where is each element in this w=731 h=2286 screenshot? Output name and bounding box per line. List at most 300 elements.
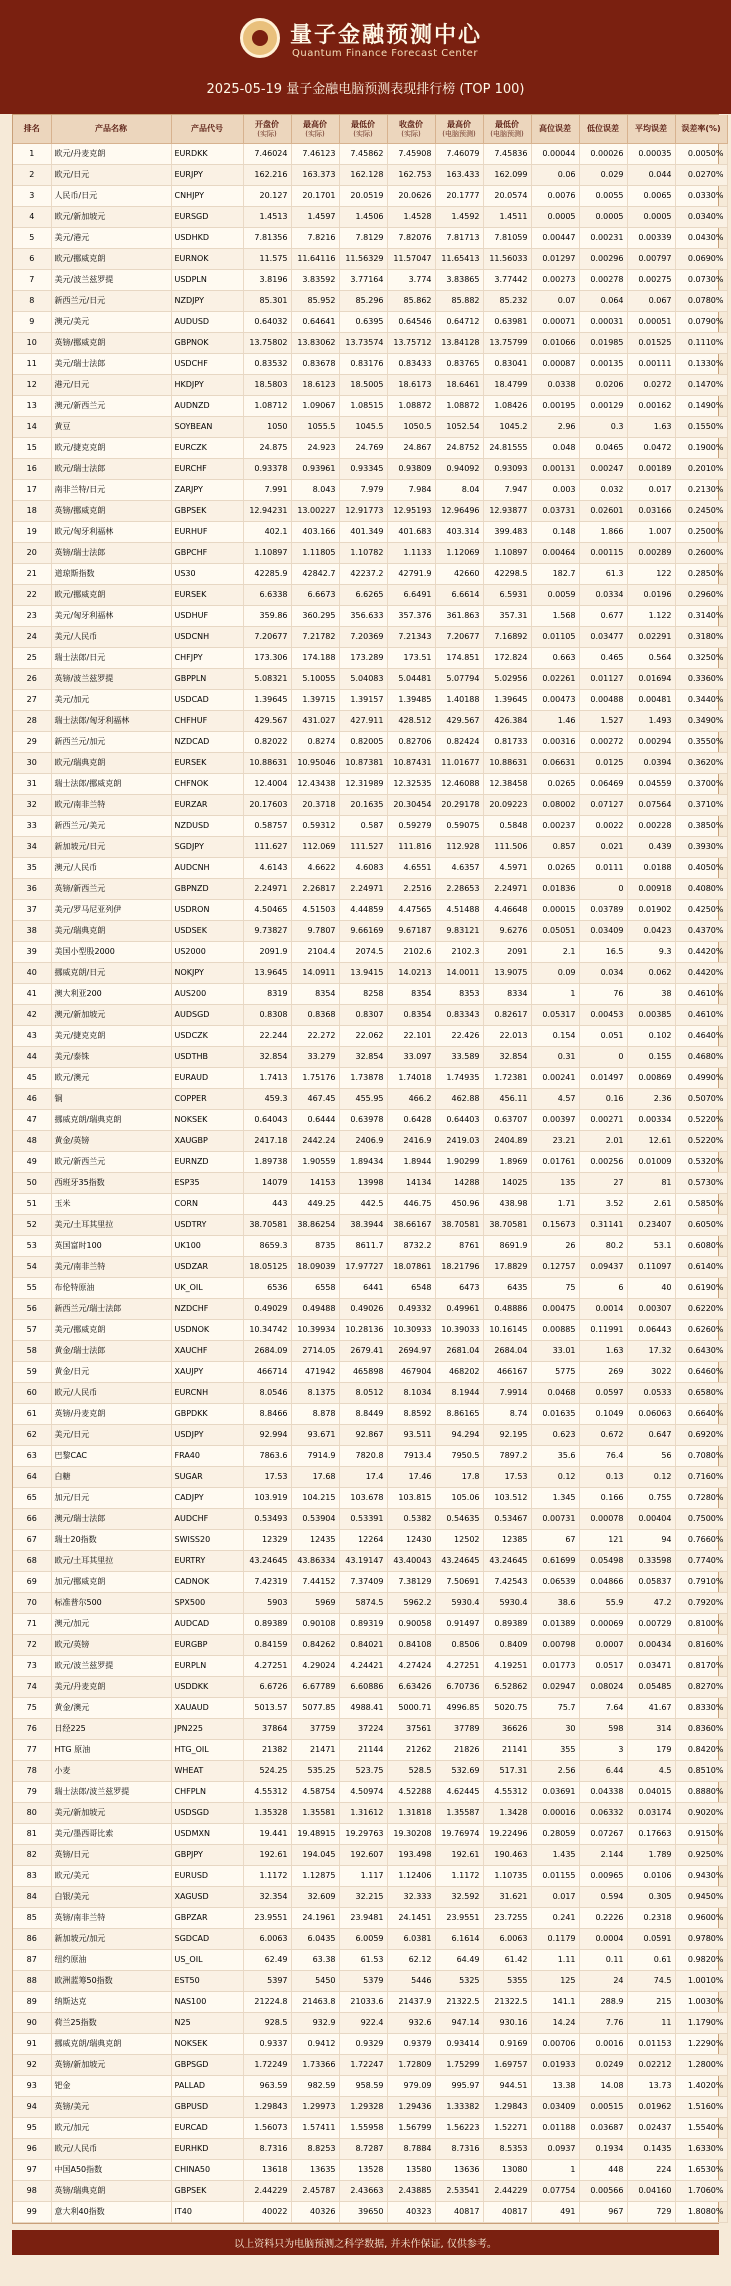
cell-flow: 1.39645 [483, 690, 531, 711]
table-row [13, 1530, 727, 1551]
cell-high: 0.93961 [291, 459, 339, 480]
cell-name: 澳元/美元 [51, 312, 171, 333]
cell-name: 道琼斯指数 [51, 564, 171, 585]
cell-lerr: 0.03687 [579, 2118, 627, 2139]
cell-close: 10.87431 [387, 753, 435, 774]
cell-aerr: 2.36 [627, 1089, 675, 1110]
cell-open: 13618 [243, 2160, 291, 2181]
cell-herr: 0.0338 [531, 375, 579, 396]
cell-herr: 0.05317 [531, 1005, 579, 1026]
cell-pct: 0.6640% [675, 1404, 727, 1425]
cell-name: 美元/瑞士法郎 [51, 354, 171, 375]
cell-code: EURTRY [171, 1551, 243, 1572]
cell-aerr: 0.33598 [627, 1551, 675, 1572]
cell-close: 40323 [387, 2202, 435, 2223]
cell-high: 1.11805 [291, 543, 339, 564]
cell-lerr: 80.2 [579, 1236, 627, 1257]
cell-herr: 0.00131 [531, 459, 579, 480]
table-row [13, 1194, 727, 1215]
cell-code: NZDCAD [171, 732, 243, 753]
cell-low: 10.87381 [339, 753, 387, 774]
cell-rank: 48 [13, 1131, 51, 1152]
cell-herr: 1 [531, 984, 579, 1005]
cell-code: AUDUSD [171, 312, 243, 333]
cell-high: 1.4597 [291, 207, 339, 228]
cell-code: EURPLN [171, 1656, 243, 1677]
table-row [13, 627, 727, 648]
table-row [13, 1971, 727, 1992]
cell-flow: 7.947 [483, 480, 531, 501]
cell-pct: 0.4610% [675, 984, 727, 1005]
cell-pct: 0.6580% [675, 1383, 727, 1404]
cell-rank: 41 [13, 984, 51, 1005]
cell-lerr: 0.03789 [579, 900, 627, 921]
cell-open: 12.4004 [243, 774, 291, 795]
cell-lerr: 0.051 [579, 1026, 627, 1047]
cell-high: 163.373 [291, 165, 339, 186]
cell-herr: 4.57 [531, 1089, 579, 1110]
cell-pct: 0.0790% [675, 312, 727, 333]
cell-code: EURNOK [171, 249, 243, 270]
cell-close: 401.683 [387, 522, 435, 543]
cell-open: 5903 [243, 1593, 291, 1614]
cell-lerr: 3.52 [579, 1194, 627, 1215]
cell-open: 23.9551 [243, 1908, 291, 1929]
cell-flow: 0.9169 [483, 2034, 531, 2055]
cell-low: 1.10782 [339, 543, 387, 564]
cell-code: CHFJPY [171, 648, 243, 669]
cell-pct: 0.1330% [675, 354, 727, 375]
cell-open: 4.27251 [243, 1656, 291, 1677]
cell-flow: 399.483 [483, 522, 531, 543]
cell-low: 1.4506 [339, 207, 387, 228]
column-header-aerr: 平均误差 [627, 115, 675, 144]
table-row [13, 1782, 727, 1803]
cell-close: 1.08872 [387, 396, 435, 417]
cell-rank: 66 [13, 1509, 51, 1530]
cell-rank: 34 [13, 837, 51, 858]
cell-open: 22.244 [243, 1026, 291, 1047]
cell-name: 欧元/加元 [51, 2118, 171, 2139]
cell-name: 英镑/新加坡元 [51, 2055, 171, 2076]
cell-rank: 28 [13, 711, 51, 732]
cell-close: 14.0213 [387, 963, 435, 984]
cell-low: 162.128 [339, 165, 387, 186]
cell-code: USDTRY [171, 1215, 243, 1236]
cell-herr: 141.1 [531, 1992, 579, 2013]
cell-pct: 0.6050% [675, 1215, 727, 1236]
cell-close: 2416.9 [387, 1131, 435, 1152]
cell-name: 英镑/挪威克朗 [51, 333, 171, 354]
cell-low: 0.83176 [339, 354, 387, 375]
table-row [13, 438, 727, 459]
cell-low: 2406.9 [339, 1131, 387, 1152]
cell-aerr: 81 [627, 1173, 675, 1194]
cell-low: 10.28136 [339, 1320, 387, 1341]
cell-code: USDDKK [171, 1677, 243, 1698]
cell-open: 1.29843 [243, 2097, 291, 2118]
cell-high: 0.9412 [291, 2034, 339, 2055]
cell-fhigh: 43.24645 [435, 1551, 483, 1572]
cell-fhigh: 6.1614 [435, 1929, 483, 1950]
cell-pct: 0.3710% [675, 795, 727, 816]
cell-flow: 7897.2 [483, 1446, 531, 1467]
cell-rank: 8 [13, 291, 51, 312]
cell-flow: 12385 [483, 1530, 531, 1551]
cell-lerr: 0.00271 [579, 1110, 627, 1131]
table-row [13, 333, 727, 354]
cell-aerr: 0.067 [627, 291, 675, 312]
cell-aerr: 0.00869 [627, 1068, 675, 1089]
cell-flow: 61.42 [483, 1950, 531, 1971]
cell-flow: 23.7255 [483, 1908, 531, 1929]
cell-close: 2102.6 [387, 942, 435, 963]
cell-open: 92.994 [243, 1425, 291, 1446]
cell-open: 9.73827 [243, 921, 291, 942]
cell-high: 17.68 [291, 1467, 339, 1488]
cell-flow: 357.31 [483, 606, 531, 627]
cell-aerr: 0.00481 [627, 690, 675, 711]
cell-herr: 125 [531, 1971, 579, 1992]
cell-code: JPN225 [171, 1719, 243, 1740]
cell-close: 13580 [387, 2160, 435, 2181]
cell-aerr: 0.2318 [627, 1908, 675, 1929]
table-row [13, 2139, 727, 2160]
cell-lerr: 0.029 [579, 165, 627, 186]
cell-rank: 32 [13, 795, 51, 816]
cell-fhigh: 14288 [435, 1173, 483, 1194]
cell-fhigh: 40817 [435, 2202, 483, 2223]
cell-high: 3.83592 [291, 270, 339, 291]
cell-code: CADNOK [171, 1572, 243, 1593]
cell-fhigh: 0.93414 [435, 2034, 483, 2055]
cell-name: 美元/波兰兹罗提 [51, 270, 171, 291]
cell-high: 24.1961 [291, 1908, 339, 1929]
cell-lerr: 0.00256 [579, 1152, 627, 1173]
cell-open: 524.25 [243, 1761, 291, 1782]
cell-fhigh: 37789 [435, 1719, 483, 1740]
cell-fhigh: 42660 [435, 564, 483, 585]
cell-rank: 92 [13, 2055, 51, 2076]
cell-name: 欧元/土耳其里拉 [51, 1551, 171, 1572]
cell-high: 13.83062 [291, 333, 339, 354]
header [0, 0, 731, 114]
cell-flow: 7.81059 [483, 228, 531, 249]
cell-flow: 17.53 [483, 1467, 531, 1488]
cell-rank: 58 [13, 1341, 51, 1362]
cell-low: 1.72247 [339, 2055, 387, 2076]
cell-fhigh: 6.6614 [435, 585, 483, 606]
cell-pct: 0.0270% [675, 165, 727, 186]
cell-close: 446.75 [387, 1194, 435, 1215]
cell-flow: 438.98 [483, 1194, 531, 1215]
cell-close: 7.82076 [387, 228, 435, 249]
cell-pct: 0.6460% [675, 1362, 727, 1383]
cell-high: 6.67789 [291, 1677, 339, 1698]
cell-low: 32.215 [339, 1887, 387, 1908]
cell-high: 0.83678 [291, 354, 339, 375]
cell-lerr: 0.00296 [579, 249, 627, 270]
cell-open: 0.64043 [243, 1110, 291, 1131]
cell-flow: 4.55312 [483, 1782, 531, 1803]
cell-close: 4.27424 [387, 1656, 435, 1677]
cell-flow: 466167 [483, 1362, 531, 1383]
cell-open: 6536 [243, 1278, 291, 1299]
cell-close: 0.84108 [387, 1635, 435, 1656]
cell-pct: 0.0430% [675, 228, 727, 249]
cell-flow: 1.10735 [483, 1866, 531, 1887]
cell-rank: 61 [13, 1404, 51, 1425]
cell-herr: 0.31 [531, 1047, 579, 1068]
cell-high: 0.64641 [291, 312, 339, 333]
cell-flow: 1.69757 [483, 2055, 531, 2076]
cell-pct: 0.0050% [675, 144, 727, 165]
cell-low: 523.75 [339, 1761, 387, 1782]
cell-herr: 0.02261 [531, 669, 579, 690]
cell-close: 32.333 [387, 1887, 435, 1908]
cell-rank: 47 [13, 1110, 51, 1131]
cell-rank: 90 [13, 2013, 51, 2034]
cell-rank: 68 [13, 1551, 51, 1572]
cell-flow: 5930.4 [483, 1593, 531, 1614]
cell-flow: 18.4799 [483, 375, 531, 396]
cell-close: 43.40043 [387, 1551, 435, 1572]
cell-aerr: 0.0533 [627, 1383, 675, 1404]
cell-pct: 0.7160% [675, 1467, 727, 1488]
cell-low: 8.8449 [339, 1404, 387, 1425]
cell-code: USDZAR [171, 1257, 243, 1278]
cell-lerr: 0.0007 [579, 1635, 627, 1656]
cell-name: 黄金/澳元 [51, 1698, 171, 1719]
cell-code: US2000 [171, 942, 243, 963]
cell-rank: 74 [13, 1677, 51, 1698]
cell-herr: 33.01 [531, 1341, 579, 1362]
cell-low: 0.53391 [339, 1509, 387, 1530]
cell-high: 0.59312 [291, 816, 339, 837]
cell-rank: 73 [13, 1656, 51, 1677]
table-row [13, 564, 727, 585]
cell-herr: 0.0265 [531, 858, 579, 879]
cell-open: 40022 [243, 2202, 291, 2223]
cell-fhigh: 995.97 [435, 2076, 483, 2097]
cell-high: 2104.4 [291, 942, 339, 963]
cell-high: 10.95046 [291, 753, 339, 774]
cell-open: 6.0063 [243, 1929, 291, 1950]
table-row [13, 417, 727, 438]
cell-herr: 0.00706 [531, 2034, 579, 2055]
cell-flow: 4.46648 [483, 900, 531, 921]
cell-code: SGDJPY [171, 837, 243, 858]
cell-close: 1.29436 [387, 2097, 435, 2118]
cell-rank: 81 [13, 1824, 51, 1845]
cell-low: 0.82005 [339, 732, 387, 753]
cell-low: 32.854 [339, 1047, 387, 1068]
cell-lerr: 0.3 [579, 417, 627, 438]
cell-aerr: 0.03174 [627, 1803, 675, 1824]
cell-aerr: 0.00434 [627, 1635, 675, 1656]
cell-low: 1.31612 [339, 1803, 387, 1824]
cell-code: EURCHF [171, 459, 243, 480]
cell-lerr: 967 [579, 2202, 627, 2223]
cell-open: 7.81356 [243, 228, 291, 249]
cell-pct: 0.7080% [675, 1446, 727, 1467]
cell-herr: 0.01836 [531, 879, 579, 900]
cell-rank: 78 [13, 1761, 51, 1782]
cell-name: 黄豆 [51, 417, 171, 438]
table-row [13, 1299, 727, 1320]
cell-high: 8.1375 [291, 1383, 339, 1404]
table-row [13, 921, 727, 942]
cell-code: HTG_OIL [171, 1740, 243, 1761]
cell-aerr: 0.00729 [627, 1614, 675, 1635]
cell-rank: 3 [13, 186, 51, 207]
cell-rank: 56 [13, 1299, 51, 1320]
cell-pct: 0.6080% [675, 1236, 727, 1257]
cell-lerr: 7.76 [579, 2013, 627, 2034]
cell-low: 0.84021 [339, 1635, 387, 1656]
cell-name: 美元/泰铢 [51, 1047, 171, 1068]
cell-rank: 9 [13, 312, 51, 333]
cell-aerr: 0.01153 [627, 2034, 675, 2055]
cell-high: 2.26817 [291, 879, 339, 900]
cell-pct: 0.8330% [675, 1698, 727, 1719]
cell-low: 7.37409 [339, 1572, 387, 1593]
cell-close: 8354 [387, 984, 435, 1005]
cell-close: 0.64546 [387, 312, 435, 333]
cell-fhigh: 17.8 [435, 1467, 483, 1488]
cell-herr: 0.1179 [531, 1929, 579, 1950]
cell-lerr: 76.4 [579, 1446, 627, 1467]
cell-flow: 12.38458 [483, 774, 531, 795]
cell-flow: 40817 [483, 2202, 531, 2223]
cell-aerr: 0.04160 [627, 2181, 675, 2202]
cell-lerr: 0.0249 [579, 2055, 627, 2076]
cell-rank: 15 [13, 438, 51, 459]
cell-rank: 19 [13, 522, 51, 543]
cell-open: 24.875 [243, 438, 291, 459]
cell-fhigh: 24.8752 [435, 438, 483, 459]
cell-open: 12.94231 [243, 501, 291, 522]
cell-code: CORN [171, 1194, 243, 1215]
cell-code: XAUAUD [171, 1698, 243, 1719]
cell-open: 8.0546 [243, 1383, 291, 1404]
cell-name: 英镑/波兰兹罗提 [51, 669, 171, 690]
cell-close: 14134 [387, 1173, 435, 1194]
cell-low: 0.6395 [339, 312, 387, 333]
cell-open: 12329 [243, 1530, 291, 1551]
cell-pct: 0.8170% [675, 1656, 727, 1677]
cell-code: USDPLN [171, 270, 243, 291]
column-header-fhigh: 最高价 (电脑预测) [435, 115, 483, 144]
cell-open: 2417.18 [243, 1131, 291, 1152]
cell-pct: 0.3550% [675, 732, 727, 753]
cell-pct: 0.1900% [675, 438, 727, 459]
cell-high: 471942 [291, 1362, 339, 1383]
cell-code: AUDNZD [171, 396, 243, 417]
cell-low: 13.9415 [339, 963, 387, 984]
cell-flow: 0.53467 [483, 1509, 531, 1530]
cell-high: 104.215 [291, 1488, 339, 1509]
cell-aerr: 224 [627, 2160, 675, 2181]
cell-open: 0.53493 [243, 1509, 291, 1530]
table-row [13, 270, 727, 291]
cell-high: 5969 [291, 1593, 339, 1614]
cell-name: 黄金/英镑 [51, 1131, 171, 1152]
cell-close: 528.5 [387, 1761, 435, 1782]
cell-herr: 0.00885 [531, 1320, 579, 1341]
cell-pct: 1.0010% [675, 1971, 727, 1992]
cell-fhigh: 1.12069 [435, 543, 483, 564]
page-title: 量子金融预测中心 [290, 23, 483, 48]
cell-herr: 491 [531, 2202, 579, 2223]
cell-pct: 0.6920% [675, 1425, 727, 1446]
cell-name: 白糖 [51, 1467, 171, 1488]
cell-rank: 29 [13, 732, 51, 753]
cell-name: HTG 原油 [51, 1740, 171, 1761]
table-row [13, 501, 727, 522]
cell-lerr: 0.032 [579, 480, 627, 501]
cell-low: 61.53 [339, 1950, 387, 1971]
cell-close: 1050.5 [387, 417, 435, 438]
cell-herr: 1.11 [531, 1950, 579, 1971]
cell-high: 0.84262 [291, 1635, 339, 1656]
cell-name: 澳元/人民币 [51, 858, 171, 879]
cell-pct: 0.6140% [675, 1257, 727, 1278]
cell-high: 360.295 [291, 606, 339, 627]
cell-fhigh: 1.40188 [435, 690, 483, 711]
cell-high: 112.069 [291, 837, 339, 858]
cell-herr: 0.0059 [531, 585, 579, 606]
cell-rank: 14 [13, 417, 51, 438]
cell-close: 5962.2 [387, 1593, 435, 1614]
cell-pct: 0.5850% [675, 1194, 727, 1215]
cell-close: 6.0381 [387, 1929, 435, 1950]
cell-lerr: 0.0055 [579, 186, 627, 207]
cell-low: 356.633 [339, 606, 387, 627]
table-row [13, 396, 727, 417]
cell-herr: 0.0937 [531, 2139, 579, 2160]
cell-flow: 8334 [483, 984, 531, 1005]
cell-close: 2.2516 [387, 879, 435, 900]
cell-fhigh: 532.69 [435, 1761, 483, 1782]
cell-code: CNHJPY [171, 186, 243, 207]
table-row [13, 522, 727, 543]
cell-rank: 71 [13, 1614, 51, 1635]
cell-pct: 0.3140% [675, 606, 727, 627]
cell-aerr: 0.01694 [627, 669, 675, 690]
cell-aerr: 4.5 [627, 1761, 675, 1782]
cell-close: 4.47565 [387, 900, 435, 921]
cell-close: 0.93809 [387, 459, 435, 480]
cell-pct: 0.2450% [675, 501, 727, 522]
cell-low: 958.59 [339, 2076, 387, 2097]
cell-open: 103.919 [243, 1488, 291, 1509]
column-header-flow: 最低价 (电脑预测) [483, 115, 531, 144]
cell-rank: 23 [13, 606, 51, 627]
cell-herr: 0.01188 [531, 2118, 579, 2139]
cell-open: 18.05125 [243, 1257, 291, 1278]
table-row [13, 1761, 727, 1782]
cell-pct: 0.0780% [675, 291, 727, 312]
cell-open: 0.9337 [243, 2034, 291, 2055]
cell-aerr: 0.00339 [627, 228, 675, 249]
cell-low: 37224 [339, 1719, 387, 1740]
cell-rank: 21 [13, 564, 51, 585]
cell-lerr: 0.31141 [579, 1215, 627, 1236]
cell-code: USDCZK [171, 1026, 243, 1047]
cell-flow: 42298.5 [483, 564, 531, 585]
cell-high: 8.043 [291, 480, 339, 501]
